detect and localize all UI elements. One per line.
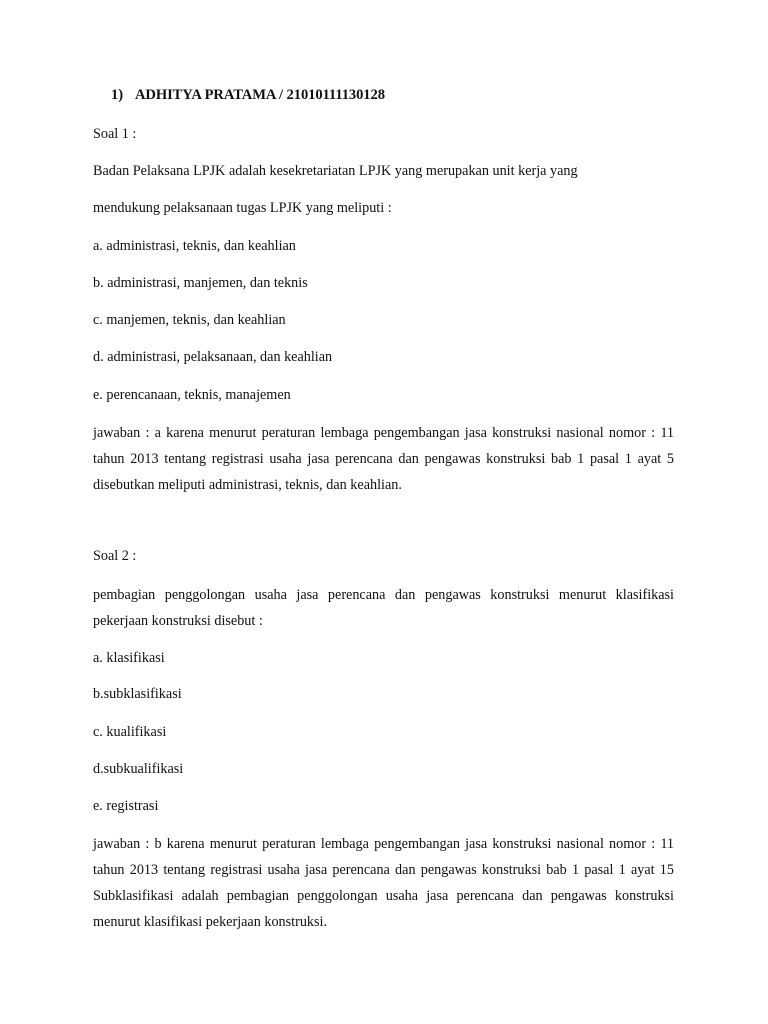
soal2-answer: jawaban : b karena menurut peraturan lembaga pengembangan jasa konstruksi nasional nomor : 11 tahun 2013 tentang registrasi usaha jasa perencana dan pengawas konstruksi bab 1 pasal 1 ayat 15 Subklasifikasi adalah pembagian penggolongan usaha jasa perencana dan pengawas konstruksi menurut klasifikasi pekerjaan konstruksi.: [93, 836, 674, 930]
soal1-label: Soal 1 :: [93, 126, 137, 142]
soal2-option-c: c. kualifikasi: [93, 724, 167, 740]
student-heading: [111, 87, 385, 104]
soal1-question-line2: mendukung pelaksanaan tugas LPJK yang meliputi :: [93, 200, 392, 216]
soal2-option-b: b.subklasifikasi: [93, 686, 182, 702]
soal2-option-a: a. klasifikasi: [93, 650, 165, 666]
soal1-option-b: b. administrasi, manjemen, dan teknis: [93, 275, 308, 291]
soal2-label: Soal 2 :: [93, 548, 137, 564]
heading-number: 1): [111, 87, 123, 103]
soal1-option-e: e. perencanaan, teknis, manajemen: [93, 387, 291, 403]
soal2-option-d: d.subkualifikasi: [93, 761, 184, 777]
soal1-option-a: a. administrasi, teknis, dan keahlian: [93, 238, 296, 254]
soal1-option-c: c. manjemen, teknis, dan keahlian: [93, 312, 286, 328]
soal1-option-d: d. administrasi, pelaksanaan, dan keahlian: [93, 349, 333, 365]
soal1-answer: jawaban : a karena menurut peraturan lembaga pengembangan jasa konstruksi nasional nomor : 11 tahun 2013 tentang registrasi usaha jasa perencana dan pengawas konstruksi bab 1 pasal 1 ayat 5 disebutkan meliputi administrasi, teknis, dan keahlian.: [93, 425, 674, 493]
soal2-option-e: e. registrasi: [93, 798, 159, 814]
soal2-question: pembagian penggolongan usaha jasa perencana dan pengawas konstruksi menurut klasifikasi pekerjaan konstruksi disebut :: [93, 587, 674, 629]
soal1-question-line1: Badan Pelaksana LPJK adalah kesekretariatan LPJK yang merupakan unit kerja yang: [93, 163, 578, 179]
heading-text: ADHITYA PRATAMA / 21010111130128: [134, 87, 385, 103]
